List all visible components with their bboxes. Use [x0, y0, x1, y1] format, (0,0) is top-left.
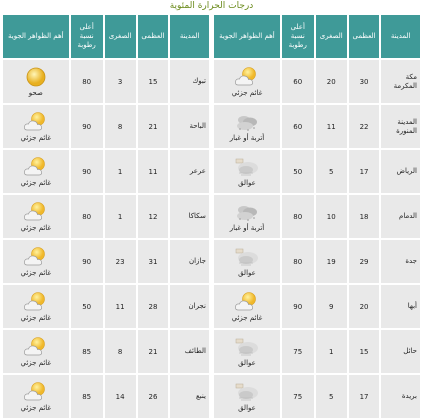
condition-label: عوالق	[238, 269, 256, 277]
left_table-max-cell: 26	[138, 375, 169, 418]
right_table-condition-cell	[214, 150, 280, 193]
right_table-city-cell: جدة	[381, 240, 420, 283]
partly-cloudy-sun-icon	[22, 201, 50, 223]
page-title: درجات الحرارة المئوية	[169, 1, 254, 11]
partly-cloudy-sun-icon	[22, 291, 50, 313]
left_table-condition-cell	[3, 240, 69, 283]
left_table-min-cell: 23	[105, 240, 136, 283]
header-row	[3, 15, 420, 58]
condition-label: غائم جزئي	[20, 134, 52, 142]
left_table-condition-cell	[3, 195, 69, 238]
header-min: الصغرى	[105, 15, 136, 58]
condition-label: غائم جزئي	[20, 404, 52, 412]
right_table-humidity-cell: 80	[282, 195, 314, 238]
table-row	[3, 150, 420, 193]
dust-storm-icon	[233, 381, 261, 403]
partly-cloudy-sun-icon	[22, 246, 50, 268]
dust-storm-icon	[233, 336, 261, 358]
right_table-max-cell: 30	[349, 60, 380, 103]
table-row	[3, 195, 420, 238]
right_table-max-cell: 15	[349, 330, 380, 373]
dust-icon	[233, 111, 261, 133]
left_table-min-cell: 1	[105, 195, 136, 238]
left_table-humidity-cell: 90	[71, 240, 103, 283]
left_table-max-cell: 31	[138, 240, 169, 283]
right_table-city-cell: الرياض	[381, 150, 420, 193]
condition-label: أتربة أو غبار	[229, 224, 265, 232]
table-row	[3, 240, 420, 283]
right_table-min-cell: 11	[316, 105, 347, 148]
right_table-min-cell: 5	[316, 150, 347, 193]
right_table-humidity-cell: 60	[282, 60, 314, 103]
partly-cloudy-sun-icon	[233, 66, 261, 88]
left_table-min-cell: 3	[105, 60, 136, 103]
right_table-condition-cell	[214, 375, 280, 418]
condition-label: غائم جزئي	[20, 224, 52, 232]
partly-cloudy-sun-icon	[22, 111, 50, 133]
right_table-min-cell: 9	[316, 285, 347, 328]
condition-label: غائم جزئي	[231, 314, 263, 322]
sunny-icon	[23, 66, 49, 88]
dust-storm-icon	[233, 246, 261, 268]
left_table-min-cell: 8	[105, 330, 136, 373]
table-row	[3, 285, 420, 328]
left_table-min-cell: 11	[105, 285, 136, 328]
right_table-city-cell: أبها	[381, 285, 420, 328]
left_table-condition-cell	[3, 330, 69, 373]
right_table-humidity-cell: 90	[282, 285, 314, 328]
right_table-humidity-cell: 60	[282, 105, 314, 148]
right_table-max-cell: 20	[349, 285, 380, 328]
dust-icon	[233, 201, 261, 223]
left_table-max-cell: 21	[138, 105, 169, 148]
left_table-humidity-cell: 85	[71, 330, 103, 373]
table-row	[3, 330, 420, 373]
left_table-condition-cell	[3, 105, 69, 148]
partly-cloudy-sun-icon	[22, 381, 50, 403]
condition-label: أتربة أو غبار	[229, 134, 265, 142]
right_table-condition-cell	[214, 330, 280, 373]
right_table-max-cell: 17	[349, 150, 380, 193]
right_table-city-cell: المدينة المنورة	[381, 105, 420, 148]
right_table-condition-cell	[214, 105, 280, 148]
right_table-min-cell: 10	[316, 195, 347, 238]
condition-label: صحو	[28, 89, 43, 97]
left_table-humidity-cell: 50	[71, 285, 103, 328]
right_table-min-cell: 19	[316, 240, 347, 283]
left_table-max-cell: 12	[138, 195, 169, 238]
left_table-condition-cell	[3, 150, 69, 193]
table-row	[3, 105, 420, 148]
right_table-condition-cell	[214, 285, 280, 328]
partly-cloudy-sun-icon	[22, 336, 50, 358]
right_table-city-cell: الدمام	[381, 195, 420, 238]
left_table-min-cell: 1	[105, 150, 136, 193]
dust-storm-icon	[233, 156, 261, 178]
condition-label: غائم جزئي	[20, 179, 52, 187]
left_table-city-cell: الطائف	[170, 330, 209, 373]
condition-label: عوالق	[238, 359, 256, 367]
right_table-min-cell: 5	[316, 375, 347, 418]
condition-label: غائم جزئي	[20, 269, 52, 277]
left_table-humidity-cell: 90	[71, 150, 103, 193]
left_table-humidity-cell: 85	[71, 375, 103, 418]
left_table-city-cell: جازان	[170, 240, 209, 283]
right_table-max-cell: 22	[349, 105, 380, 148]
left_table-max-cell: 21	[138, 330, 169, 373]
left_table-city-cell: الباحة	[170, 105, 209, 148]
left_table-min-cell: 14	[105, 375, 136, 418]
right_table-condition-cell	[214, 195, 280, 238]
condition-label: غائم جزئي	[20, 314, 52, 322]
header-condition: أهم الظواهر الجوية	[214, 15, 280, 58]
table-row	[3, 60, 420, 103]
partly-cloudy-sun-icon	[22, 156, 50, 178]
right_table-max-cell: 29	[349, 240, 380, 283]
left_table-humidity-cell: 80	[71, 195, 103, 238]
left_table-condition-cell	[3, 60, 69, 103]
left_table-city-cell: ينبع	[170, 375, 209, 418]
left_table-city-cell: نجران	[170, 285, 209, 328]
left_table-max-cell: 28	[138, 285, 169, 328]
right_table-humidity-cell: 50	[282, 150, 314, 193]
left_table-max-cell: 15	[138, 60, 169, 103]
header-min: الصغرى	[316, 15, 347, 58]
right_table-humidity-cell: 80	[282, 240, 314, 283]
right_table-city-cell: مكة المكرمة	[381, 60, 420, 103]
left_table-condition-cell	[3, 375, 69, 418]
right_table-max-cell: 17	[349, 375, 380, 418]
right_table-humidity-cell: 75	[282, 330, 314, 373]
table-row	[3, 375, 420, 418]
right_table-max-cell: 18	[349, 195, 380, 238]
condition-label: غائم جزئي	[231, 89, 263, 97]
header-city: المدينة	[381, 15, 420, 58]
left_table-max-cell: 11	[138, 150, 169, 193]
header-humidity: أعلى نسبة رطوبة	[71, 15, 103, 58]
weather-table	[1, 13, 422, 420]
header-max: العظمى	[349, 15, 380, 58]
condition-label: غائم جزئي	[20, 359, 52, 367]
left_table-city-cell: عرعر	[170, 150, 209, 193]
left_table-humidity-cell: 90	[71, 105, 103, 148]
left_table-city-cell: تبوك	[170, 60, 209, 103]
right_table-condition-cell	[214, 60, 280, 103]
partly-cloudy-sun-icon	[233, 291, 261, 313]
left_table-city-cell: سكاكا	[170, 195, 209, 238]
condition-label: عوالق	[238, 179, 256, 187]
right_table-city-cell: حائل	[381, 330, 420, 373]
right_table-condition-cell	[214, 240, 280, 283]
left_table-min-cell: 8	[105, 105, 136, 148]
condition-label: عوالق	[238, 404, 256, 412]
header-max: العظمى	[138, 15, 169, 58]
right_table-min-cell: 1	[316, 330, 347, 373]
left_table-humidity-cell: 80	[71, 60, 103, 103]
header-condition: أهم الظواهر الجوية	[3, 15, 69, 58]
header-city: المدينة	[170, 15, 209, 58]
left_table-condition-cell	[3, 285, 69, 328]
right_table-humidity-cell: 75	[282, 375, 314, 418]
right_table-city-cell: بريدة	[381, 375, 420, 418]
right_table-min-cell: 20	[316, 60, 347, 103]
header-humidity: أعلى نسبة رطوبة	[282, 15, 314, 58]
